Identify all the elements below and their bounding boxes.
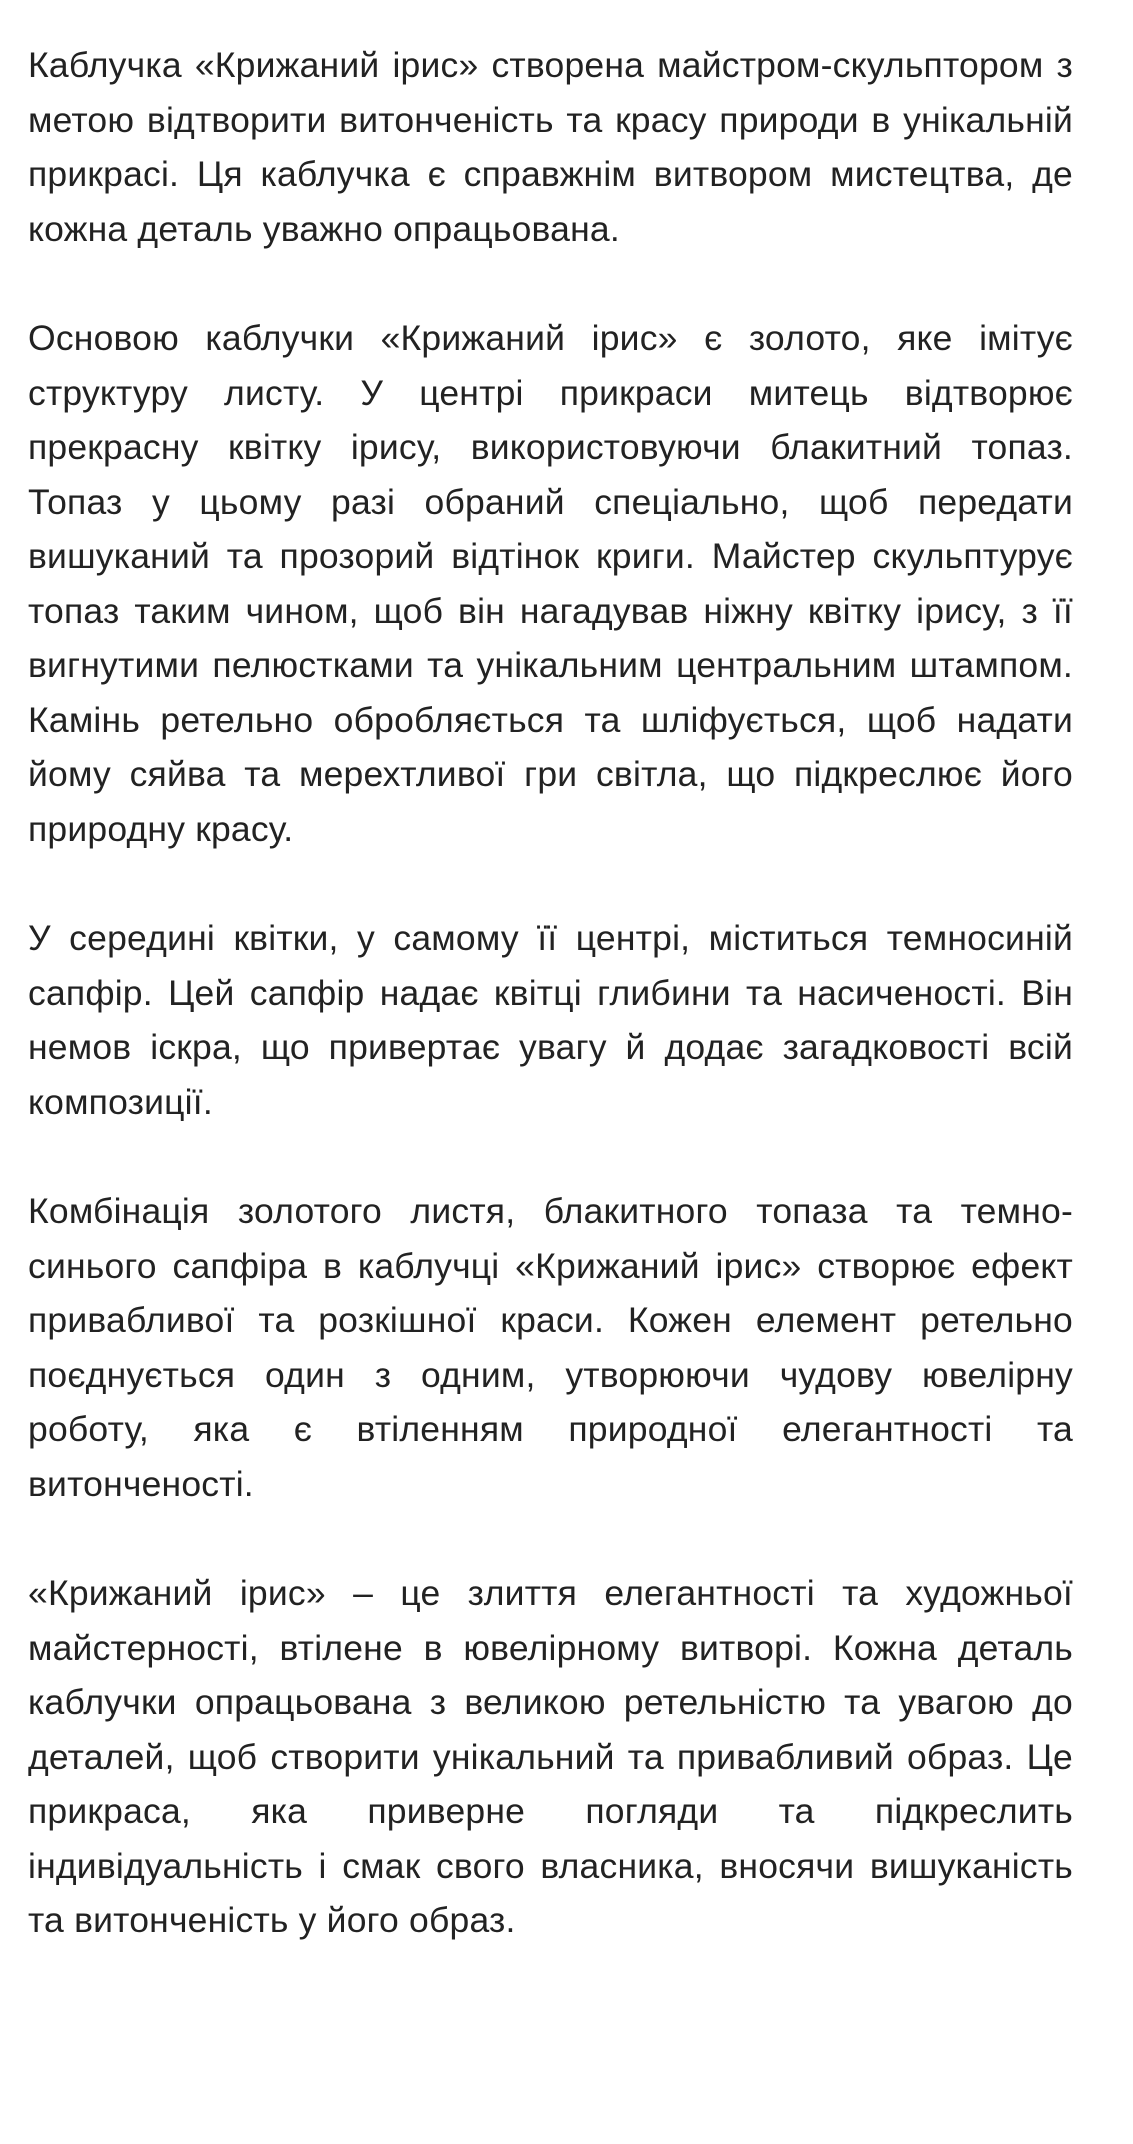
paragraph-sapphire: У середині квітки, у самому її центрі, міститься темносиній сапфір. Цей сапфір надає квітці глибини та насиченості. Він немов іскра, що привертає увагу й додає загадковості всій композиції. [28, 918, 1073, 1122]
paragraph-gold-and-topaz: Основою каблучки «Крижаний ірис» є золото, яке імітує структуру листу. У центрі прикраси митець відтворює прекрасну квітку ірису, використовуючи блакитний топаз. Топаз у цьому разі обраний спеціально, щоб передати вишуканий та прозорий відтінок криги. Майстер скульптурує топаз таким чином, щоб він нагадував ніжну квітку ірису, з її вигнутими пелюстками та унікальним центральним штампом. Камінь ретельно обробляється та шліфується, щоб надати йому сяйва та мерехтливої гри світла, що підкреслює його природну красу. [28, 318, 1073, 849]
paragraph-conclusion: «Крижаний ірис» – це злиття елегантності та художньої майстерності, втілене в ювелірному витворі. Кожна деталь каблучки опрацьована з великою ретельністю та увагою до деталей, щоб створити унікальний та привабливий образ. Це прикраса, яка приверне погляди та підкреслить індивідуальність і смак свого власника, вносячи вишуканість та витонченість у його образ. [28, 1573, 1073, 1940]
paragraph-combination: Комбінація золотого листя, блакитного топаза та темно-синього сапфіра в каблучці «Крижаний ірис» створює ефект привабливої та розкішної краси. Кожен елемент ретельно поєднується один з одним, утворюючи чудову ювелірну роботу, яка є втіленням природної елегантності та витонченості. [28, 1191, 1073, 1504]
paragraph-intro: Каблучка «Крижаний ірис» створена майстром-скульптором з метою відтворити витонченість та красу природи в унікальній прикрасі. Ця каблучка є справжнім витвором мистецтва, де кожна деталь уважно опрацьована. [28, 45, 1073, 249]
